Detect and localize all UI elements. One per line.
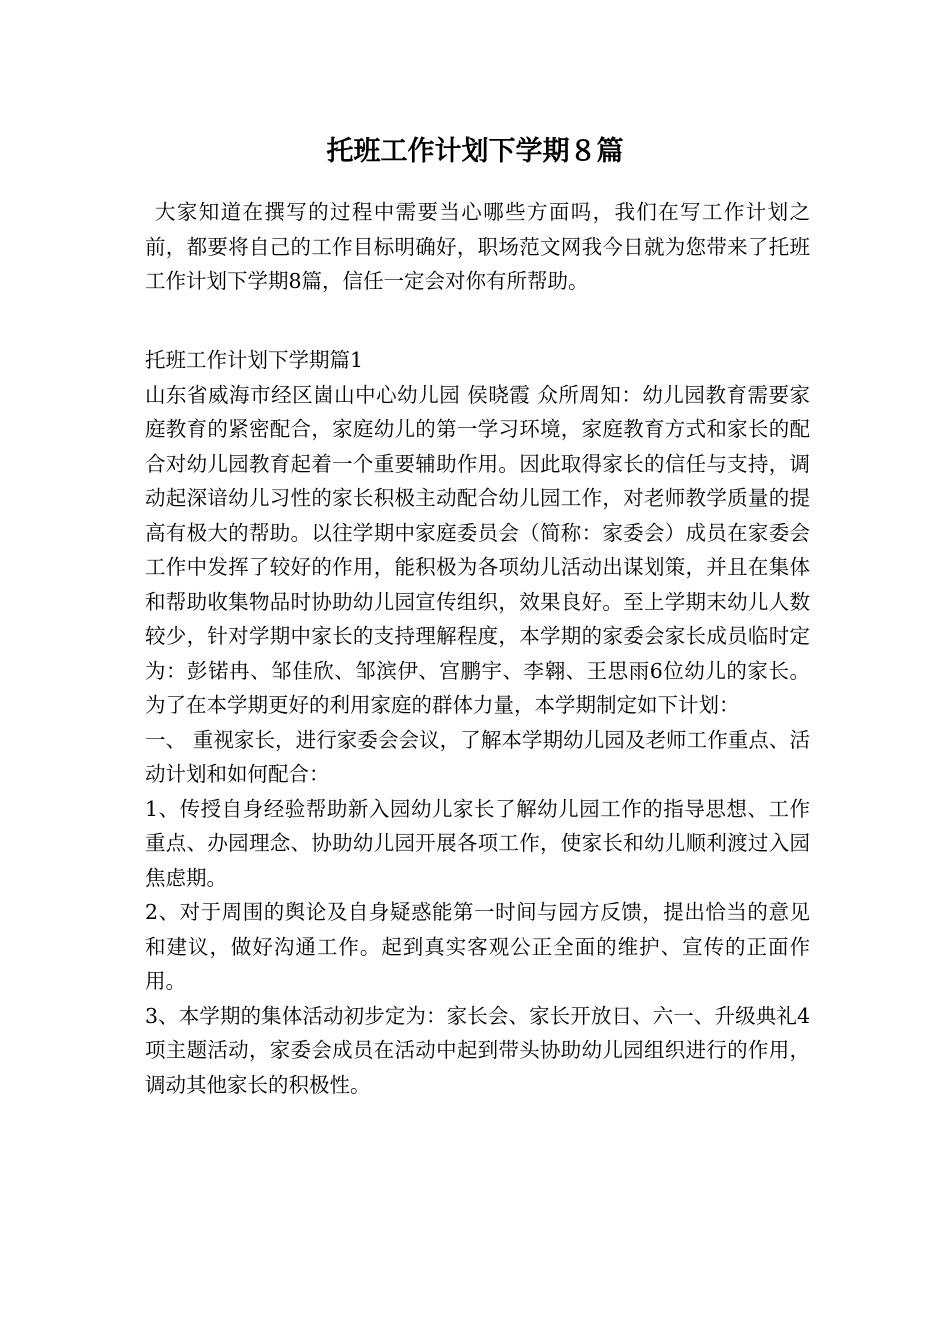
body-paragraph: 一、 重视家长，进行家委会会议，了解本学期幼儿园及老师工作重点、活动计划和如何配合： [145,727,810,786]
body-paragraph: 山东省威海市经区崮山中心幼儿园 侯晓霞 众所周知：幼儿园教育需要家庭教育的紧密配合，家庭幼儿的第一学习环境，家庭教育方式和家长的配合对幼儿园教育起着一个重要辅助作用。因此取得家长的信任与支持，调动起深谙幼儿习性的家长积极主动配合幼儿园工作，对老师教学质量的提高有极大的帮助。以往学期中家庭委员会（简称：家委会）成员在家委会工作中发挥了较好的作用，能积极为各项幼儿活动出谋划策，并且在集体和帮助收集物品时协助幼儿园宣传组织，效果良好。至上学期末幼儿人数较少，针对学期中家长的支持理解程度，本学期的家委会家长成员临时定为：彭锘冉、邹佳欣、邹滨伊、宫鹏宇、李翱、王思雨6位幼儿的家长。为了在本学期更好的利用家庭的群体力量，本学期制定如下计划： [145,382,810,717]
intro-text: 大家知道在撰写的过程中需要当心哪些方面吗，我们在写工作计划之前，都要将自己的工作目标明确好，职场范文网我今日就为您带来了托班工作计划下学期8篇，信任一定会对你有所帮助。 [145,200,810,293]
document-title: 托班工作计划下学期８篇 [326,136,624,167]
body-paragraph: 1、传授自身经验帮助新入园幼儿家长了解幼儿园工作的指导思想、工作重点、办园理念、协助幼儿园开展各项工作，使家长和幼儿顺利渡过入园焦虑期。 [145,796,810,890]
body-paragraph: 3、本学期的集体活动初步定为：家长会、家长开放日、六一、升级典礼4项主题活动，家委会成员在活动中起到带头协助幼儿园组织进行的作用，调动其他家长的积极性。 [145,1003,810,1097]
body-paragraph: 2、对于周围的舆论及自身疑惑能第一时间与园方反馈，提出恰当的意见和建议，做好沟通工作。起到真实客观公正全面的维护、宣传的正面作用。 [145,900,810,993]
section-1 [145,343,810,1102]
intro-paragraph [145,195,810,299]
section-heading: 托班工作计划下学期篇1 [145,348,364,372]
